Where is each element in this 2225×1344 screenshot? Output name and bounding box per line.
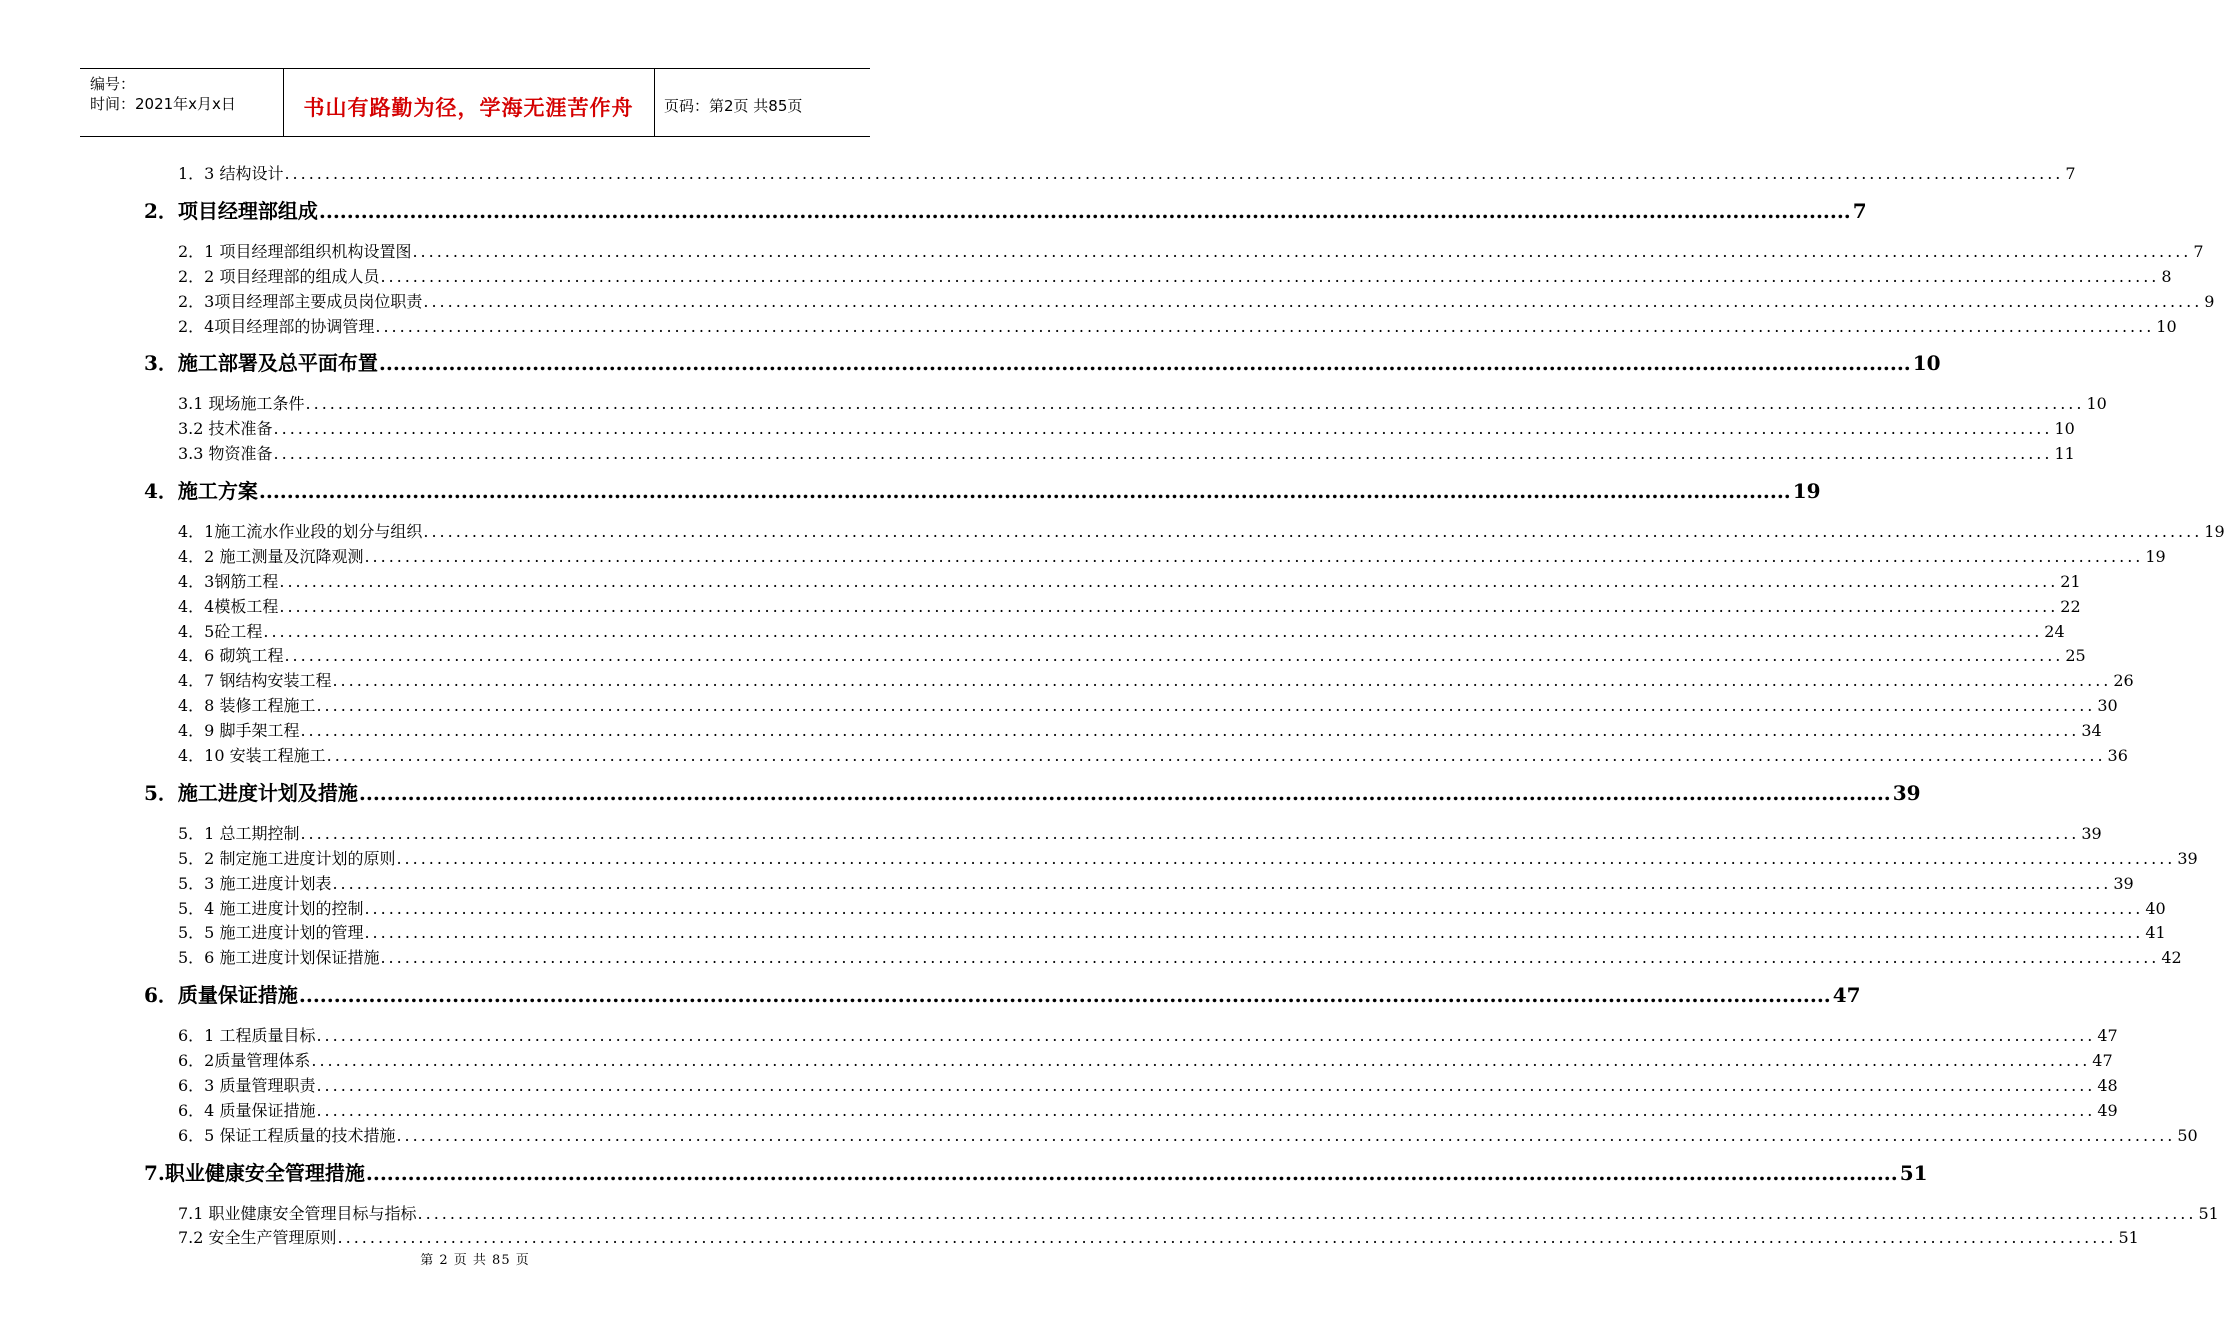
toc-subsection-entry[interactable]: [178, 594, 2081, 616]
toc-subsection-entry[interactable]: [178, 1098, 2118, 1120]
toc-entry-title: 5．6 施工进度计划保证措施: [178, 948, 380, 968]
toc-dot-leader: ............................................................................................................................................................................................................................: [326, 746, 2106, 765]
toc-subsection-entry[interactable]: [178, 544, 2166, 566]
toc-dot-leader: ............................................................................................................................................................................................................................: [298, 983, 1831, 1008]
toc-entry-title: 3．施工部署及总平面布置: [144, 351, 378, 376]
toc-entry-title: 5．3 施工进度计划表: [178, 873, 332, 893]
toc-entry-title: 7.1 职业健康安全管理目标与指标: [178, 1203, 417, 1223]
toc-entry-title: 5．5 施工进度计划的管理: [178, 923, 364, 943]
toc-entry-page-number: 47: [1832, 983, 1861, 1008]
toc-dot-leader: ............................................................................................................................................................................................................................: [300, 823, 2080, 843]
toc-entry-title: 6．5 保证工程质量的技术措施: [178, 1125, 396, 1145]
toc-entry-page-number: 7: [1852, 198, 1867, 223]
toc-dot-leader: ............................................................................................................................................................................................................................: [375, 316, 2155, 336]
toc-subsection-entry[interactable]: [178, 643, 2086, 666]
toc-section-entry[interactable]: [144, 777, 1921, 805]
toc-entry-page-number: 42: [2161, 948, 2182, 968]
toc-entry-page-number: 34: [2081, 721, 2102, 741]
toc-dot-leader: ............................................................................................................................................................................................................................: [273, 444, 2053, 464]
toc-subsection-entry[interactable]: [178, 619, 2065, 641]
toc-dot-leader: ............................................................................................................................................................................................................................: [263, 621, 2043, 641]
toc-dot-leader: ............................................................................................................................................................................................................................: [332, 873, 2112, 893]
toc-dot-leader: ............................................................................................................................................................................................................................: [258, 479, 1791, 503]
header-motto: 书山有路勤为径，学海无涯苦作舟: [303, 96, 634, 120]
toc-dot-leader: ............................................................................................................................................................................................................................: [316, 696, 2096, 716]
toc-entry-title: 2．3项目经理部主要成员岗位职责: [178, 291, 423, 311]
toc-entry-page-number: 19: [1792, 479, 1821, 503]
toc-dot-leader: ............................................................................................................................................................................................................................: [279, 596, 2059, 616]
toc-dot-leader: ............................................................................................................................................................................................................................: [316, 1075, 2096, 1095]
toc-entry-page-number: 24: [2044, 621, 2065, 641]
toc-entry-page-number: 26: [2113, 671, 2134, 691]
header-motto-cell: [283, 69, 655, 136]
toc-subsection-entry[interactable]: [178, 1048, 2113, 1070]
toc-entry-page-number: 41: [2145, 923, 2166, 943]
toc-entry-title: 5．2 制定施工进度计划的原则: [178, 848, 396, 868]
toc-dot-leader: ............................................................................................................................................................................................................................: [305, 394, 2085, 414]
toc-subsection-entry[interactable]: [178, 161, 2076, 183]
toc-entry-page-number: 10: [1912, 351, 1941, 376]
toc-dot-leader: ............................................................................................................................................................................................................................: [364, 898, 2144, 918]
toc-entry-title: 4．10 安装工程施工: [178, 746, 326, 765]
toc-entry-page-number: 39: [1892, 780, 1921, 805]
toc-dot-leader: ............................................................................................................................................................................................................................: [378, 351, 1911, 376]
toc-entry-page-number: 39: [2177, 848, 2198, 868]
toc-entry-page-number: 10: [2156, 316, 2177, 336]
toc-dot-leader: ............................................................................................................................................................................................................................: [423, 521, 2203, 541]
toc-entry-page-number: 40: [2145, 898, 2166, 918]
toc-entry-page-number: 7: [2065, 164, 2076, 183]
toc-entry-title: 6．1 工程质量目标: [178, 1026, 316, 1046]
toc-subsection-entry[interactable]: [178, 314, 2177, 336]
toc-section-entry[interactable]: [144, 979, 1861, 1008]
toc-entry-page-number: 47: [2092, 1051, 2113, 1070]
toc-dot-leader: ............................................................................................................................................................................................................................: [358, 780, 1891, 805]
toc-dot-leader: ............................................................................................................................................................................................................................: [300, 721, 2080, 741]
toc-dot-leader: ............................................................................................................................................................................................................................: [396, 1125, 2176, 1145]
toc-subsection-entry[interactable]: [178, 1225, 2139, 1248]
toc-subsection-entry[interactable]: [178, 1123, 2198, 1145]
toc-subsection-entry[interactable]: [178, 871, 2134, 893]
toc-subsection-entry[interactable]: [178, 920, 2166, 943]
toc-subsection-entry[interactable]: [178, 239, 2204, 261]
toc-entry-title: 6．4 质量保证措施: [178, 1100, 316, 1120]
toc-entry-title: 2．4项目经理部的协调管理: [178, 316, 375, 336]
toc-entry-title: 5．施工进度计划及措施: [144, 780, 358, 805]
toc-subsection-entry[interactable]: [178, 945, 2182, 968]
toc-entry-title: 4．9 脚手架工程: [178, 721, 300, 741]
toc-dot-leader: ............................................................................................................................................................................................................................: [311, 1051, 2091, 1070]
toc-dot-leader: ............................................................................................................................................................................................................................: [380, 266, 2160, 286]
toc-entry-title: 4．3钢筋工程: [178, 571, 279, 591]
toc-dot-leader: ............................................................................................................................................................................................................................: [284, 164, 2064, 183]
toc-subsection-entry[interactable]: [178, 416, 2075, 439]
toc-entry-page-number: 51: [2198, 1203, 2219, 1223]
toc-subsection-entry[interactable]: [178, 1201, 2219, 1223]
toc-subsection-entry[interactable]: [178, 1073, 2118, 1095]
toc-section-entry[interactable]: [144, 195, 1867, 223]
toc-entry-title: 2．2 项目经理部的组成人员: [178, 266, 380, 286]
toc-subsection-entry[interactable]: [178, 569, 2081, 591]
toc-entry-title: 3.2 技术准备: [178, 419, 273, 439]
toc-entry-title: 4．施工方案: [144, 479, 258, 503]
toc-entry-title: 7.2 安全生产管理原则: [178, 1228, 337, 1248]
toc-entry-page-number: 11: [2054, 444, 2075, 464]
toc-entry-page-number: 49: [2097, 1100, 2118, 1120]
toc-subsection-entry[interactable]: [178, 896, 2166, 918]
toc-dot-leader: ............................................................................................................................................................................................................................: [364, 546, 2144, 566]
toc-dot-leader: ............................................................................................................................................................................................................................: [332, 671, 2112, 691]
toc-entry-page-number: 25: [2065, 646, 2086, 666]
toc-dot-leader: ............................................................................................................................................................................................................................: [417, 1203, 2197, 1223]
toc-subsection-entry[interactable]: [178, 441, 2075, 464]
toc-subsection-entry[interactable]: [178, 693, 2118, 716]
toc-subsection-entry[interactable]: [178, 519, 2225, 541]
toc-dot-leader: ............................................................................................................................................................................................................................: [337, 1228, 2117, 1248]
toc-subsection-entry[interactable]: [178, 718, 2102, 741]
toc-entry-title: 7.职业健康安全管理措施: [144, 1160, 365, 1185]
toc-section-entry[interactable]: [144, 1157, 1928, 1185]
header-left-cell: [80, 69, 284, 136]
toc-entry-page-number: 39: [2113, 873, 2134, 893]
toc-subsection-entry[interactable]: [178, 1023, 2118, 1046]
toc-dot-leader: ............................................................................................................................................................................................................................: [412, 241, 2192, 261]
toc-subsection-entry[interactable]: [178, 289, 2215, 311]
toc-entry-page-number: 9: [2204, 291, 2215, 311]
toc-subsection-entry[interactable]: [178, 264, 2172, 286]
toc-subsection-entry[interactable]: [178, 821, 2102, 843]
toc-dot-leader: ............................................................................................................................................................................................................................: [284, 646, 2064, 666]
toc-dot-leader: ............................................................................................................................................................................................................................: [273, 419, 2053, 439]
document-number-label: 编号：: [90, 75, 136, 93]
toc-dot-leader: ............................................................................................................................................................................................................................: [423, 291, 2203, 311]
toc-entry-page-number: 19: [2204, 521, 2225, 541]
toc-entry-page-number: 8: [2161, 266, 2172, 286]
toc-entry-title: 4．6 砌筑工程: [178, 646, 284, 666]
toc-entry-title: 1．3 结构设计: [178, 164, 284, 183]
toc-entry-page-number: 22: [2060, 596, 2081, 616]
toc-entry-title: 2．1 项目经理部组织机构设置图: [178, 241, 412, 261]
toc-subsection-entry[interactable]: [178, 668, 2134, 691]
toc-dot-leader: ............................................................................................................................................................................................................................: [364, 923, 2144, 943]
toc-entry-page-number: 30: [2097, 696, 2118, 716]
toc-entry-title: 2．项目经理部组成: [144, 198, 318, 223]
toc-entry-title: 6．2质量管理体系: [178, 1051, 311, 1070]
toc-entry-title: 3.1 现场施工条件: [178, 394, 305, 414]
toc-dot-leader: ............................................................................................................................................................................................................................: [396, 848, 2176, 868]
toc-entry-title: 5．4 施工进度计划的控制: [178, 898, 364, 918]
toc-dot-leader: ............................................................................................................................................................................................................................: [316, 1026, 2096, 1046]
toc-entry-page-number: 51: [1899, 1160, 1928, 1185]
toc-entry-page-number: 51: [2118, 1228, 2139, 1248]
toc-entry-title: 6．质量保证措施: [144, 983, 298, 1008]
toc-entry-page-number: 36: [2107, 746, 2128, 765]
page-header: [80, 68, 870, 137]
toc-entry-title: 6．3 质量管理职责: [178, 1075, 316, 1095]
toc-entry-title: 4．4模板工程: [178, 596, 279, 616]
toc-entry-page-number: 10: [2054, 419, 2075, 439]
toc-entry-page-number: 47: [2097, 1026, 2118, 1046]
header-page-info: 页码：第2页 共85页: [664, 97, 803, 115]
toc-entry-title: 4．5砼工程: [178, 621, 263, 641]
toc-entry-page-number: 19: [2145, 546, 2166, 566]
toc-section-entry[interactable]: [144, 347, 1941, 376]
page-footer: 第 2 页 共 85 页: [420, 1253, 530, 1268]
toc-dot-leader: ............................................................................................................................................................................................................................: [318, 198, 1851, 223]
toc-entry-title: 3.3 物资准备: [178, 444, 273, 464]
toc-entry-title: 4．2 施工测量及沉降观测: [178, 546, 364, 566]
toc-entry-page-number: 7: [2193, 241, 2204, 261]
toc-subsection-entry[interactable]: [178, 391, 2107, 414]
toc-entry-title: 4．7 钢结构安装工程: [178, 671, 332, 691]
toc-dot-leader: ............................................................................................................................................................................................................................: [380, 948, 2160, 968]
toc-entry-title: 4．8 装修工程施工: [178, 696, 316, 716]
toc-entry-page-number: 21: [2060, 571, 2081, 591]
toc-entry-page-number: 48: [2097, 1075, 2118, 1095]
toc-entry-title: 4．1施工流水作业段的划分与组织: [178, 521, 423, 541]
toc-entry-title: 5．1 总工期控制: [178, 823, 300, 843]
toc-entry-page-number: 10: [2086, 394, 2107, 414]
toc-dot-leader: ............................................................................................................................................................................................................................: [365, 1160, 1898, 1185]
toc-entry-page-number: 50: [2177, 1125, 2198, 1145]
toc-dot-leader: ............................................................................................................................................................................................................................: [279, 571, 2059, 591]
toc-entry-page-number: 39: [2081, 823, 2102, 843]
document-date-label: 时间：2021年x月x日: [90, 95, 236, 113]
header-right-cell: [654, 69, 870, 136]
toc-dot-leader: ............................................................................................................................................................................................................................: [316, 1100, 2096, 1120]
toc-section-entry[interactable]: [144, 475, 1821, 503]
toc-subsection-entry[interactable]: [178, 846, 2198, 868]
toc-subsection-entry[interactable]: [178, 743, 2128, 765]
